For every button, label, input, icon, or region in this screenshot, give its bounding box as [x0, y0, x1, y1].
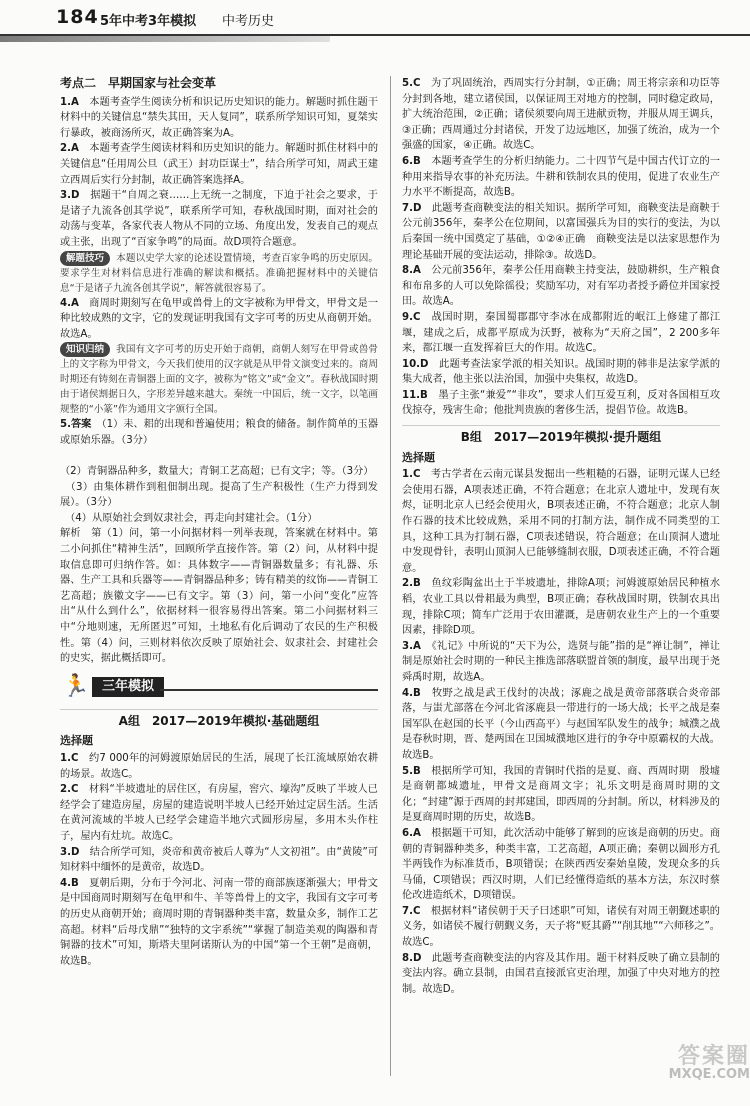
tip-knowledge-text: 我国有文字可考的历史开始于商朝，商朝人刻写在甲骨或兽骨上的文字称为甲骨文，今天我们使用的汉字就是从甲骨文演变过来的。商周时期还有铸刻在青铜器上面的文字，被称为“铭文”或“金文”。春秋战国时期由于诸侯割据日久，字形差异越来越大。秦统一中国后，统一文字，以笔画规整的“小篆”作为通用文字颁行全国。: [60, 344, 378, 416]
banner-label: 三年模拟: [92, 677, 164, 697]
group-a-item: [60, 751, 378, 782]
answer-item: [60, 188, 378, 250]
item-number: 11.B: [402, 389, 428, 401]
group-b-item: [402, 639, 720, 686]
group-a-items: [60, 751, 378, 969]
answer-item: [402, 201, 720, 263]
group-a-item: [60, 876, 378, 970]
item-text: 本题考查学生的分析归纳能力。二十四节气是中国古代订立的一种用来指导农事的补充历法。牛耕和铁制农具的使用，促进了农业生产力水平不断提高，故选B。: [402, 155, 720, 199]
group-b-item: [402, 764, 720, 826]
watermark-url: MXQE.COM: [668, 1067, 750, 1082]
item-text: 本题考查学生阅读分析和识记历史知识的能力。解题时抓住题干材料中的关键信息“禁失其田，天人复同”，联系所学知识可知，夏桀实行暴政，被商汤所灭，故正确答案为A。: [60, 96, 379, 139]
item-text: 结合所学可知，炎帝和黄帝被后人尊为“人文初祖”。由“黄陵”可知材料中缅怀的是黄帝，故选D。: [60, 846, 379, 874]
item-text: 夏朝后期，分布于今河北、河南一带的商部族逐渐强大；甲骨文是中国商周时期刻写在龟甲和牛、羊等兽骨上的文字，我国有文字可考的历史从商朝开始；商周时期的青铜器种类丰富，数量众多，制作工艺高超。材料“后母戊鼎”“独特的文字系统”“掌握了制造美观的陶器和青铜器的技术”可知，斯塔夫里阿诺斯认为的中国“第一个王朝”是商朝，故选B。: [60, 877, 378, 967]
item-number: 2.A: [60, 143, 79, 155]
left-items: [60, 95, 378, 251]
item-number: 8.A: [402, 265, 421, 277]
watermark: [640, 1044, 750, 1084]
item-text: （3）由集体耕作到租佃制出现。提高了生产积极性（生产力得到发展）。（3分）: [60, 481, 378, 509]
group-b-item: [402, 826, 720, 904]
page-number: 184: [56, 6, 99, 28]
answer-item: [60, 95, 378, 142]
item-text: （1）耒、耜的出现和普遍使用；粮食的储备。制作简单的玉器或原始乐器。（3分）: [60, 419, 379, 446]
item-number: 4.B: [60, 877, 79, 889]
three-year-banner: [60, 673, 378, 703]
banner-rule: [160, 689, 378, 691]
answer-item-5-part: [60, 480, 378, 511]
item-number: 3.D: [60, 846, 80, 858]
answer-item: [402, 154, 720, 201]
page-header: [0, 0, 750, 52]
group-b-item: [402, 686, 720, 764]
item-text: 墨子主张“兼爱”“非攻”，要求人们互爱互利，反对各国相互攻伐掠夺，残害生命；他批判贵族的奢侈生活，提倡节俭。故选B。: [402, 389, 721, 417]
group-b-item: [402, 904, 720, 951]
column-divider: [390, 76, 391, 1076]
group-a-heading: A组 2017—2019年模拟·基础题组: [60, 709, 378, 730]
item-number: 5.B: [402, 765, 421, 777]
answer-item-5: [60, 417, 378, 526]
item-text: （2）青铜器品种多，数量大；青铜工艺高超；已有文字；等。（3分）: [60, 466, 374, 478]
item-text: 此题考查商鞅变法的相关知识。据所学可知，商鞅变法是商鞅于公元前356年，秦孝公在位期间，以富国强兵为目的实行的变法，为以后秦国一统中国奠定了基础，①②④正确 商鞅变法是以法家思想作为理论基础开展的变法运动，排除③。故选D。: [402, 202, 720, 261]
group-b-items: [402, 467, 720, 997]
item-text: 根据材料“诸侯朝于天子曰述职”可知，诸侯有对周王朝觐述职的义务，如诸侯不履行朝觐义务，天子将“贬其爵”“削其地”“六师移之”。故选C。: [402, 905, 720, 949]
choice-heading-b: 选择题: [402, 450, 435, 464]
answer-item: [60, 141, 378, 188]
item-text: 公元前356年，秦孝公任用商鞅主持变法，鼓励耕织，生产粮食和布帛多的人可以免除徭役；奖励军功，对有军功者授予爵位并国家授田。故选A。: [402, 265, 721, 308]
tip-solving: [60, 251, 378, 296]
group-b-heading: B组 2017—2019年模拟·提升题组: [402, 425, 720, 446]
item-text: 此题考查法家学派的相关知识。战国时期的韩非是法家学派的集大成者，他主张以法治国，加强中央集权，故选D。: [402, 358, 721, 386]
group-a-item: [60, 782, 378, 844]
item-number: 7.D: [402, 202, 422, 214]
item-number: 6.A: [402, 827, 421, 839]
item-text: 约7 000年的河姆渡原始居民的生活，展现了长江流域原始农耕的场景。故选C。: [60, 753, 379, 780]
section-heading: 考点二 早期国家与社会变革: [60, 76, 217, 90]
item-text: 此题考查商鞅变法的内容及其作用。题干材料反映了确立县制的变法内容。确立县制，由国君直接派官吏治理，加强了中央对地方的控制。故选D。: [402, 952, 720, 995]
answer-item-5-part: [60, 449, 378, 480]
tip-knowledge: [60, 342, 378, 417]
item-text: 材料“半坡遗址的居住区，有房屋，窖穴、壕沟”反映了半坡人已经学会了建造房屋，房屋的建造说明半坡人已经开始过定居生活。生活在黄河流域的半坡人已经学会建造半地穴式圆形房屋，多用木头作柱子，屋内有灶坑。故选C。: [60, 784, 378, 842]
item-number: 1.C: [402, 469, 421, 481]
analysis-paragraph: 解析 第（1）问，第一小问据材料一列举表现，答案就在材料中。第二小问抓住“精神生活”，回顾所学直接作答。第（2）问，从材料中提取信息即可归纳作答。如：具体数字——青铜器数量多；有礼器、乐器、生产工具和兵器等——青铜器品种多；铸有精美的纹饰——青铜工艺高超；族徽文字——已有文字。第（3）问，第一小问“变化”应答出“从什么到什么”，依据材料一很容易得出答案。第二小问据材料三中“分地则速，无所匿迟”可知，土地私有化后调动了农民的生产积极性。第（4）问，三则材料依次反映了原始社会、奴隶社会、封建社会的史实，据此概括即可。: [60, 528, 378, 665]
header-gradient-bar: [0, 36, 330, 42]
item-number: 9.C: [402, 311, 421, 323]
subject-label: 中考历史: [222, 14, 275, 29]
item-text: 考古学者在云南元谋县发掘出一些粗糙的石器，证明元谋人已经会使用石器，A项表述正确，不符合题意；在北京人遗址中，发现有灰烬，证明北京人已经会使用火，B项表述正确，不符合题意；北京人制作石器的技术比较成熟，采用不同的打制方法，制作成不同类型的工具，这种工具为打制石器，C项表述错误，符合题意；在山顶洞人遗址中发现骨针，表明山顶洞人已能够缝制衣服，D项表述正确，不符合题意。: [402, 469, 721, 574]
answer-item: [402, 357, 720, 388]
choice-heading-a: 选择题: [60, 734, 93, 748]
answer-item: [402, 263, 720, 310]
item-number: 1.A: [60, 96, 79, 108]
item-number: 2.B: [402, 578, 421, 590]
group-b-item: [402, 951, 720, 998]
item-text: （4）从原始社会到奴隶社会，再走向封建社会。（1分）: [70, 512, 318, 524]
item-number: 10.D: [402, 358, 429, 370]
item-number: 7.C: [402, 905, 421, 917]
item-number: 5.C: [402, 78, 421, 89]
group-b-item: [402, 467, 720, 576]
item-text: 战国时期，秦国蜀郡郡守李冰在成都附近的岷江上修建了都江堰，建成之后，成都平原成为沃野，被称为“天府之国”，2 200多年来，都江堰一直发挥着巨大的作用。故选C。: [402, 311, 721, 355]
item-number: 3.A: [402, 640, 421, 652]
tip-solving-text: 本题以史学大家的论述设置情境，考查百家争鸣的历史原因。要求学生对材料信息进行准确的解读和概括。准确把握材料中的关键信息“于是诸子九流各创其学说”，解答就很容易了。: [60, 252, 378, 294]
answer-item-5-part: [60, 417, 378, 448]
left-column: [60, 76, 378, 969]
right-items: [402, 76, 720, 419]
item-text: 本题考查学生阅读材料和历史知识的能力。解题时抓住材料中的关键信息“任用周公旦（武王）封功臣谋士”，结合所学可知，周武王建立西周后实行分封制，故正确答案选择A。: [60, 143, 379, 186]
right-column: [402, 76, 720, 997]
group-a-item: [60, 845, 378, 876]
item-number: 4.B: [402, 687, 421, 699]
item-text: 牧野之战是武王伐纣的决战；涿鹿之战是黄帝部落联合炎帝部落，与蚩尤部落在今河北省涿鹿县一带进行的一场大战；长平之战是秦国军队在赵国的长平（今山西高平）与赵国军队发生的战争；城濮之战是春秋时期，晋、楚两国在卫国城濮地区进行的争夺中原霸权的大战。故选B。: [402, 687, 721, 761]
item-number: 1.C: [60, 753, 79, 764]
answer-item-4: 4.A 商周时期刻写在龟甲或兽骨上的文字被称为甲骨文，甲骨文是一种比较成熟的文字，它的发现证明我国有文字可考的历史从商朝开始。故选A。: [60, 297, 379, 340]
item-text: 为了巩固统治，西周实行分封制，①正确；周王将宗亲和功臣等分封到各地，建立诸侯国，以保证周王对地方的控制，同时稳定政局，扩大统治范围，②正确；诸侯须要向周王进献贡物，并服从周王调兵，③正确；西周通过分封诸侯，开发了边远地区，加强了统治，成为一个强盛的国家，④正确。故选C。: [402, 78, 720, 152]
group-b-item: [402, 576, 720, 638]
item-text: 鱼纹彩陶盆出土于半坡遗址，排除A项；河姆渡原始居民种植水稻，农业工具以骨耜最为典型，B项正确；春秋战国时期，铁制农具出现，排除C项；简车广泛用于农田灌溉，是唐朝农业生产上的一个重要因素，排除D项。: [402, 578, 721, 637]
item-number: 8.D: [402, 952, 422, 964]
answer-item: [402, 388, 720, 419]
tip-badge-knowledge: 知识归纳: [60, 342, 110, 357]
item-text: 根据题干可知，此次活动中能够了解到的应该是商朝的历史。商朝的青铜器种类多，种类丰富，工艺高超，A项正确；秦朝以圆形方孔半两钱作为标准货币，B项错误；在陕西西安秦始皇陵，发现众多的兵马俑，C项错误；西汉时期，人们已经懂得造纸的基本方法，东汉时蔡伦改进造纸术，D项错误。: [402, 827, 721, 902]
book-title: 5年中考3年模拟: [100, 14, 197, 29]
item-number: 5.答案: [60, 419, 92, 431]
running-figure-icon: 🏃: [62, 673, 90, 699]
answer-item: [402, 310, 720, 357]
answer-item-5-part: [60, 511, 378, 527]
item-text: 《礼记》中所说的“天下为公，选贤与能”指的是“禅让制”，禅让制是原始社会时期的一种民主推选部落联盟首领的制度，最早出现于尧舜禹时期，故选A。: [402, 640, 721, 683]
answer-item: [402, 76, 720, 154]
item-number: 6.B: [402, 155, 421, 167]
item-text: 据题干“自周之衰……上无统一之制度，下迫于社会之要求，于是诸子九流各创其学说”，联系所学可知，春秋战国时期，面对社会的动荡与变革，各家代表人物从不同的立场、角度出发，发表自己的观点或主张，出现了“百家争鸣”的局面。故D项符合题意。: [60, 190, 378, 248]
tip-badge-solving: 解题技巧: [60, 251, 110, 266]
watermark-logo: 答案圈: [677, 1044, 750, 1069]
item-number: 3.D: [60, 190, 80, 202]
item-text: 根据所学可知，我国的青铜时代指的是夏、商、西周时期 殷墟是商朝都城遗址，甲骨文是商周文字；礼乐文明是商周时期的文化；“封建”源于西周的封邦建国，即西周的分封制。所以，材料涉及的是夏商周时期的历史，故选B。: [402, 765, 720, 824]
item-number: 2.C: [60, 784, 79, 796]
